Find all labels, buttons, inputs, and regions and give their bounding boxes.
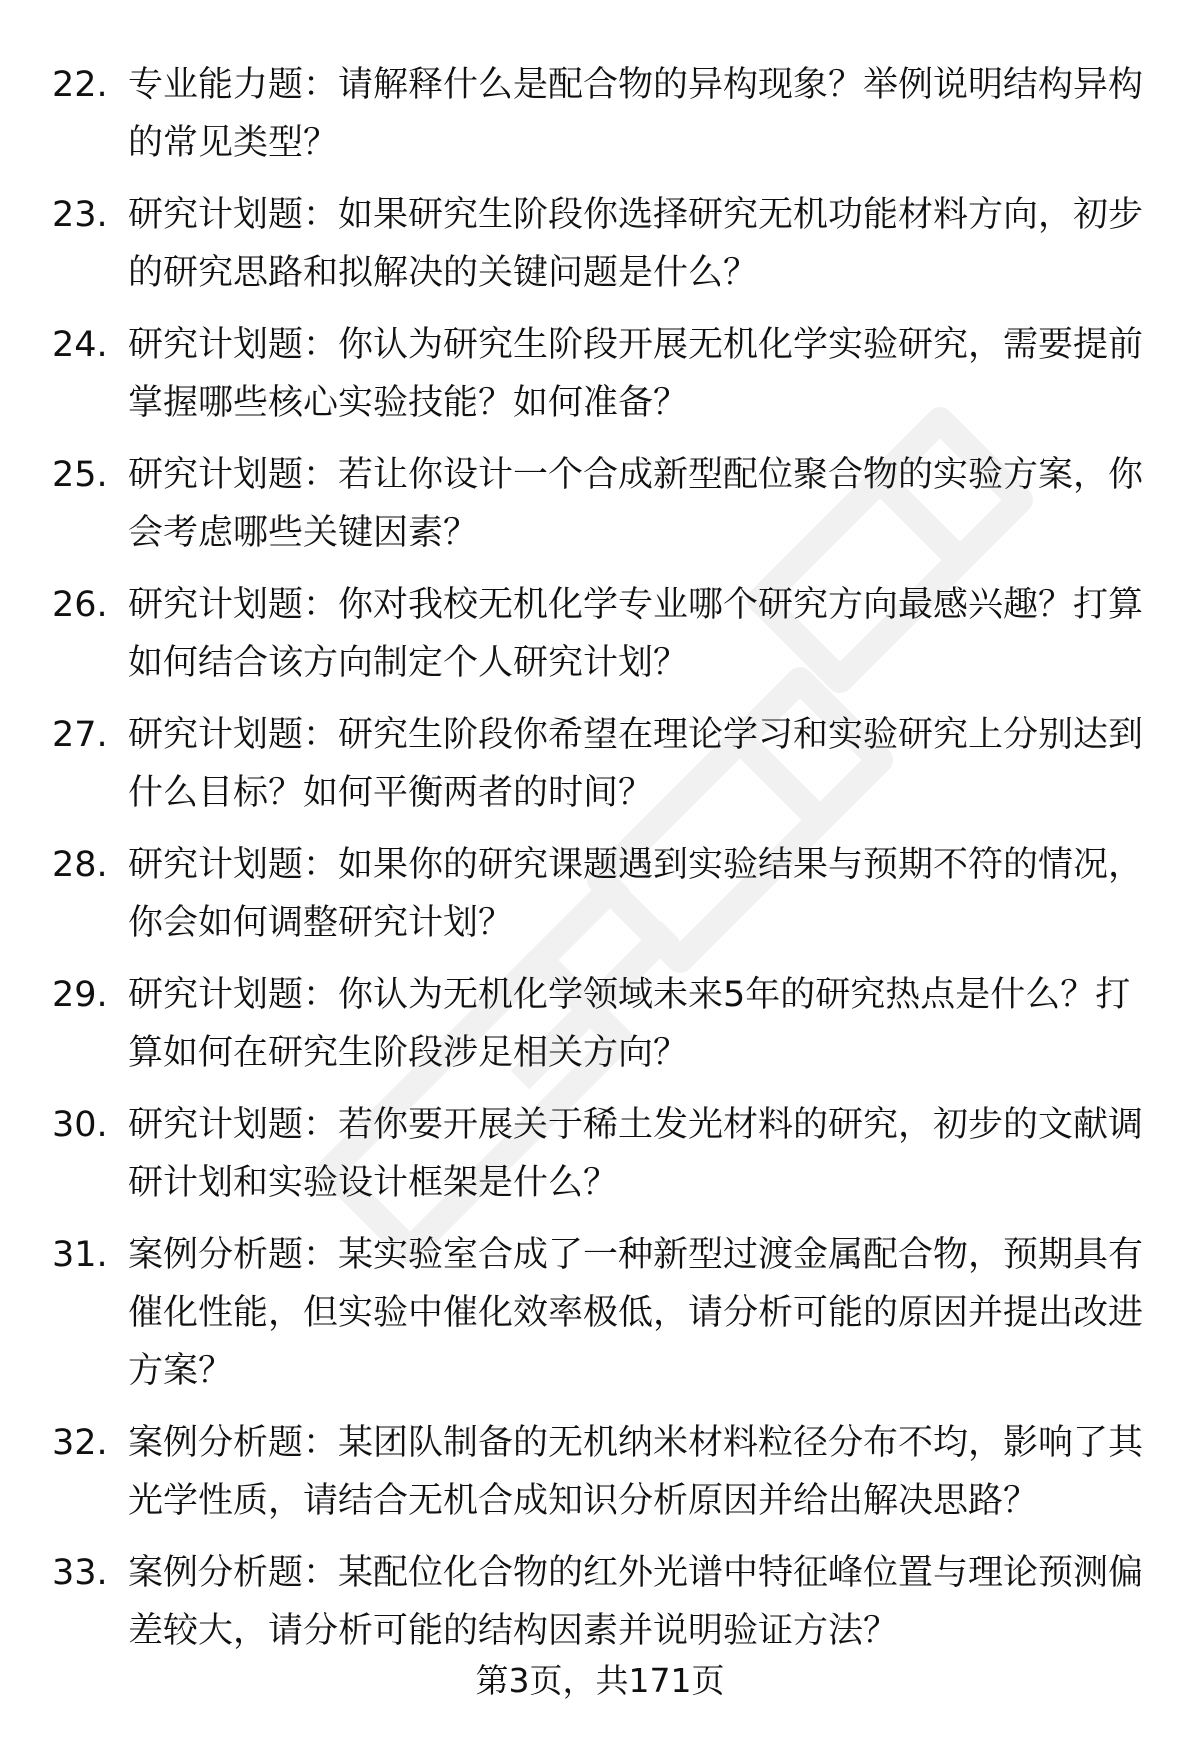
question-text: 研究计划题：你对我校无机化学专业哪个研究方向最感兴趣？打算如何结合该方向制定个人研究计划？ [128, 585, 1144, 683]
question-text: 研究计划题：研究生阶段你希望在理论学习和实验研究上分别达到什么目标？如何平衡两者的时间？ [128, 715, 1144, 813]
question-number: 32. [52, 1423, 108, 1463]
question-item [0, 1414, 1200, 1530]
question-number: 30. [52, 1105, 108, 1145]
question-text: 研究计划题：你认为无机化学领域未来5年的研究热点是什么？打算如何在研究生阶段涉足相关方向？ [128, 975, 1131, 1073]
question-item [0, 1096, 1200, 1212]
question-number: 29. [52, 975, 108, 1015]
question-item [0, 186, 1200, 302]
question-text: 研究计划题：若让你设计一个合成新型配位聚合物的实验方案，你会考虑哪些关键因素？ [128, 455, 1144, 553]
question-text: 研究计划题：你认为研究生阶段开展无机化学实验研究，需要提前掌握哪些核心实验技能？如何准备？ [128, 325, 1144, 423]
question-number: 24. [52, 325, 108, 365]
question-item [0, 1226, 1200, 1400]
question-text: 专业能力题：请解释什么是配合物的异构现象？举例说明结构异构的常见类型？ [128, 65, 1144, 163]
question-text: 研究计划题：如果研究生阶段你选择研究无机功能材料方向，初步的研究思路和拟解决的关键问题是什么？ [128, 195, 1144, 293]
question-number: 28. [52, 845, 108, 885]
question-text: 案例分析题：某团队制备的无机纳米材料粒径分布不均，影响了其光学性质，请结合无机合成知识分析原因并给出解决思路？ [128, 1423, 1144, 1521]
question-list [0, 56, 1200, 1674]
question-item [0, 56, 1200, 172]
question-number: 31. [52, 1235, 108, 1275]
question-number: 23. [52, 195, 108, 235]
question-number: 22. [52, 65, 108, 105]
question-text: 案例分析题：某配位化合物的红外光谱中特征峰位置与理论预测偏差较大，请分析可能的结构因素并说明验证方法？ [128, 1553, 1144, 1651]
question-text: 案例分析题：某实验室合成了一种新型过渡金属配合物，预期具有催化性能，但实验中催化效率极低，请分析可能的原因并提出改进方案？ [128, 1235, 1144, 1391]
question-item [0, 706, 1200, 822]
question-item [0, 1544, 1200, 1660]
question-text: 研究计划题：若你要开展关于稀土发光材料的研究，初步的文献调研计划和实验设计框架是什么？ [128, 1105, 1144, 1203]
question-number: 26. [52, 585, 108, 625]
page-number: 第3页，共171页 [475, 1661, 725, 1700]
question-item [0, 316, 1200, 432]
question-item [0, 836, 1200, 952]
question-item [0, 576, 1200, 692]
question-item [0, 966, 1200, 1082]
question-number: 33. [52, 1553, 108, 1593]
question-text: 研究计划题：如果你的研究课题遇到实验结果与预期不符的情况，你会如何调整研究计划？ [128, 845, 1144, 943]
question-number: 27. [52, 715, 108, 755]
question-item [0, 446, 1200, 562]
question-number: 25. [52, 455, 108, 495]
